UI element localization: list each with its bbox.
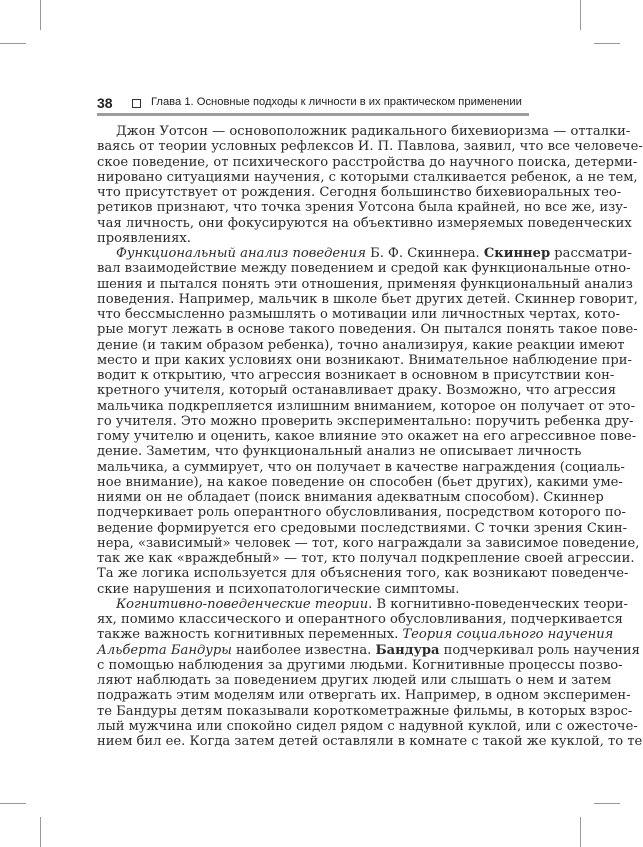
text-segment: так же как «враждебный» — тот, кто получал подкрепление своей агрессии. (97, 551, 635, 566)
text-segment: ляют наблюдать за поведением других людей или слышать о нем и затем (97, 673, 612, 688)
text-line (97, 169, 638, 185)
italic-text: Когнитивно-поведенческие теории. (116, 596, 373, 612)
text-line (97, 718, 638, 734)
text-line (97, 474, 623, 490)
text-line (97, 322, 638, 338)
page-number: 38 (97, 95, 113, 111)
text-segment: что присутствует от рождения. Сегодня большинство бихевиоральных тео- (97, 185, 622, 200)
text-line (97, 352, 632, 368)
text-line (97, 276, 633, 292)
text-line (97, 520, 627, 536)
body-text (97, 124, 643, 749)
text-line (97, 246, 632, 261)
text-line (97, 612, 623, 627)
text-segment: рассматри- (550, 246, 632, 261)
text-line (97, 444, 582, 460)
crop-mark (0, 803, 26, 804)
text-line (97, 215, 632, 231)
text-line (97, 566, 629, 582)
text-segment: подчеркивал роль научения (439, 642, 640, 658)
italic-text: Альберта Бандуры (97, 642, 232, 658)
text-segment: нировано ситуациями научения, с которыми сталкивается ребенок, а не тем, (97, 169, 638, 185)
crop-mark (0, 43, 26, 44)
text-line (97, 398, 635, 414)
text-line (97, 307, 620, 322)
text-segment: поведения. Например, мальчик в школе бьет других детей. Скиннер говорит, (97, 291, 638, 307)
text-line (97, 368, 615, 383)
text-segment: мальчика, а суммирует, что он получает в качестве награждения (социаль- (97, 459, 625, 475)
text-line (97, 139, 643, 155)
text-segment: наиболее известна. (231, 642, 376, 658)
text-line (97, 703, 633, 719)
text-segment: ретиков признают, что точка зрения Уотсона была крайней, но все же, изу- (97, 200, 628, 216)
square-bullet-icon (132, 99, 141, 108)
text-line (97, 291, 638, 307)
text-segment: рые могут лежать в основе такого поведения. Он пытался понять такое пове- (97, 322, 638, 338)
italic-text: Функциональный анализ поведения (116, 246, 366, 261)
text-segment: подражать этим моделям или отвергать их. Например, в одном эксперимен- (97, 688, 631, 704)
crop-mark (40, 817, 41, 847)
text-segment: ях, помимо классического и оперантного обусловливания, подчеркивается (97, 612, 623, 627)
text-segment: с помощью наблюдения за другими людьми. Когнитивные процессы позво- (97, 657, 623, 673)
crop-mark (594, 43, 620, 44)
text-segment: подчеркивает роль оперантного обусловливания, посредством которого по- (97, 505, 626, 521)
chapter-title: Глава 1. Основные подходы к личности в их практическом применении (151, 96, 522, 108)
text-line (97, 596, 628, 612)
text-segment: го учителя. Это можно проверить экспериментально: поручить ребенка дру- (97, 413, 634, 429)
text-segment: гому учителю и оценить, какое влияние это окажет на его агрессивное пове- (97, 429, 637, 444)
text-line (97, 231, 529, 246)
text-segment: шения и пытался понять эти отношения, применяя функциональный анализ (97, 276, 633, 292)
text-segment: ниями он не обладает (поиск внимания адекватным способом). Скиннер (97, 490, 604, 505)
text-segment: водит к открытию, что агрессия возникает в основном в присутствии кон- (97, 368, 615, 383)
text-segment: место и при каких условиях они возникают. Внимательное наблюдение при- (97, 352, 632, 368)
text-line (97, 657, 623, 673)
crop-mark (580, 0, 581, 30)
text-line (97, 261, 631, 277)
text-segment: ваясь от теории условных рефлексов И. П. Павлова, заявил, что все человече- (97, 139, 643, 155)
text-line (97, 582, 529, 597)
text-segment: ское поведение, от психического расстройства до научного поиска, детерми- (97, 154, 638, 170)
text-line (97, 124, 631, 139)
text-segment: Та же логика используется для объяснения того, как возникают поведенче- (97, 566, 629, 582)
text-segment: нера, «зависимый» человек — тот, кого награждали за зависимое поведение, (97, 535, 640, 551)
text-line (97, 505, 626, 521)
text-line (97, 551, 635, 566)
text-segment: чая личность, они фокусируются на объективно измеряемых поведенческих (97, 215, 632, 231)
text-segment: ские нарушения и психопатологические симптомы. (97, 581, 460, 597)
text-segment: дение. Заметим, что функциональный анализ не описывает личность (97, 444, 582, 460)
text-line (97, 490, 604, 505)
header-rule (97, 113, 529, 116)
text-line (97, 642, 640, 658)
text-segment: нием бил ее. Когда затем детей оставляли в комнате с такой же куклой, то те (97, 734, 643, 749)
text-line (97, 429, 637, 444)
text-segment: ное внимание), на какое поведение он способен (бьет других), какими уме- (97, 474, 623, 490)
text-line (97, 337, 625, 353)
text-segment: Джон Уотсон — основоположник радикального бихевиоризма — отталки- (116, 124, 631, 139)
crop-mark (594, 803, 620, 804)
text-segment: вал взаимодействие между поведением и средой как функциональные отно- (97, 261, 631, 277)
text-line (97, 154, 638, 170)
crop-mark (40, 0, 41, 30)
text-line (97, 413, 634, 429)
text-segment: также важность когнитивных переменных. (97, 627, 403, 643)
text-line (97, 535, 640, 551)
text-line (97, 673, 612, 688)
text-segment: дение (и таким образом ребенка), точно анализируя, какие реакции имеют (97, 337, 625, 353)
bold-text: Бандура (375, 642, 440, 658)
text-segment: Б. Ф. Скиннера. (365, 246, 484, 261)
text-line (97, 734, 643, 749)
text-segment: ведение формируется его средовыми последствиями. С точки зрения Скин- (97, 520, 627, 536)
crop-mark (580, 817, 581, 847)
text-line (97, 627, 614, 643)
running-header (97, 95, 529, 115)
text-segment: те Бандуры детям показывали короткометражные фильмы, в которых взрос- (97, 703, 633, 719)
text-segment: кретного учителя, который останавливает драку. Возможно, что агрессия (97, 383, 617, 399)
text-segment: мальчика подкрепляется излишним вниманием, которое он получает от это- (97, 398, 635, 414)
bold-text: Скиннер (483, 246, 551, 261)
italic-text: Теория социального научения (402, 627, 614, 643)
text-segment: проявлениях. (97, 230, 191, 246)
text-line (97, 200, 628, 216)
text-line (97, 185, 622, 200)
text-line (97, 383, 617, 399)
text-segment: лый мужчина или спокойно сидел рядом с надувной куклой, или с ожесточе- (97, 718, 638, 734)
text-segment: В когнитивно-поведенческих теори- (372, 596, 628, 612)
text-segment: что бессмысленно размышлять о мотивации или личностных чертах, кото- (97, 307, 620, 322)
text-line (97, 459, 625, 475)
text-line (97, 688, 631, 704)
